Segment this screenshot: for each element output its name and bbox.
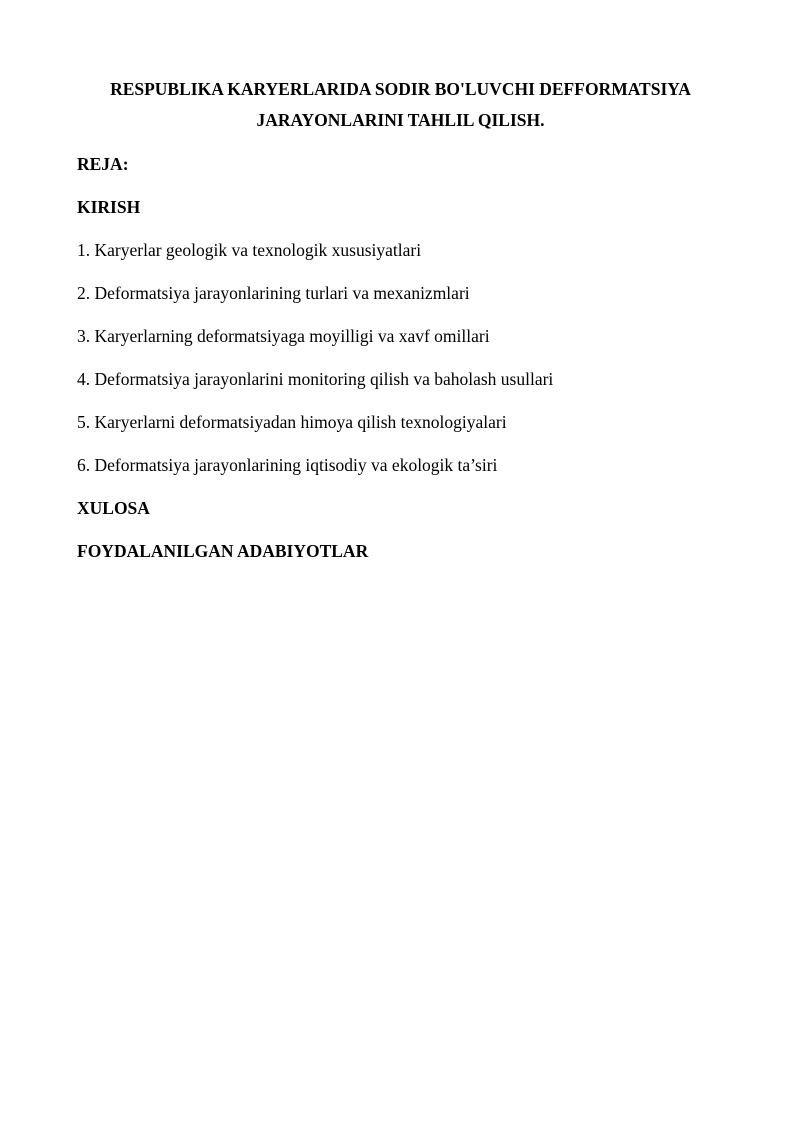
plan-heading: REJA:	[77, 154, 129, 174]
plan-item-3: 3. Karyerlarning deformatsiyaga moyilligi va xavf omillari	[77, 326, 490, 346]
section-intro: KIRISH	[77, 197, 141, 217]
document-title	[77, 72, 724, 136]
plan-item-4: 4. Deformatsiya jarayonlarini monitoring qilish va baholash usullari	[77, 369, 554, 389]
plan-item-5: 5. Karyerlarni deformatsiyadan himoya qilish texnologiyalari	[77, 412, 507, 432]
plan-item-6: 6. Deformatsiya jarayonlarining iqtisodiy va ekologik ta’siri	[77, 455, 498, 475]
plan-item-2: 2. Deformatsiya jarayonlarining turlari va mexanizmlari	[77, 283, 470, 303]
title-line-2: JARAYONLARINI TAHLIL QILISH.	[256, 110, 545, 130]
plan-item-1: 1. Karyerlar geologik va texnologik xususiyatlari	[77, 240, 422, 260]
section-conclusion: XULOSA	[77, 498, 150, 518]
section-references: FOYDALANILGAN ADABIYOTLAR	[77, 541, 369, 561]
title-line-1: RESPUBLIKA KARYERLARIDA SODIR BO'LUVCHI DEFFORMATSIYA	[110, 79, 691, 99]
